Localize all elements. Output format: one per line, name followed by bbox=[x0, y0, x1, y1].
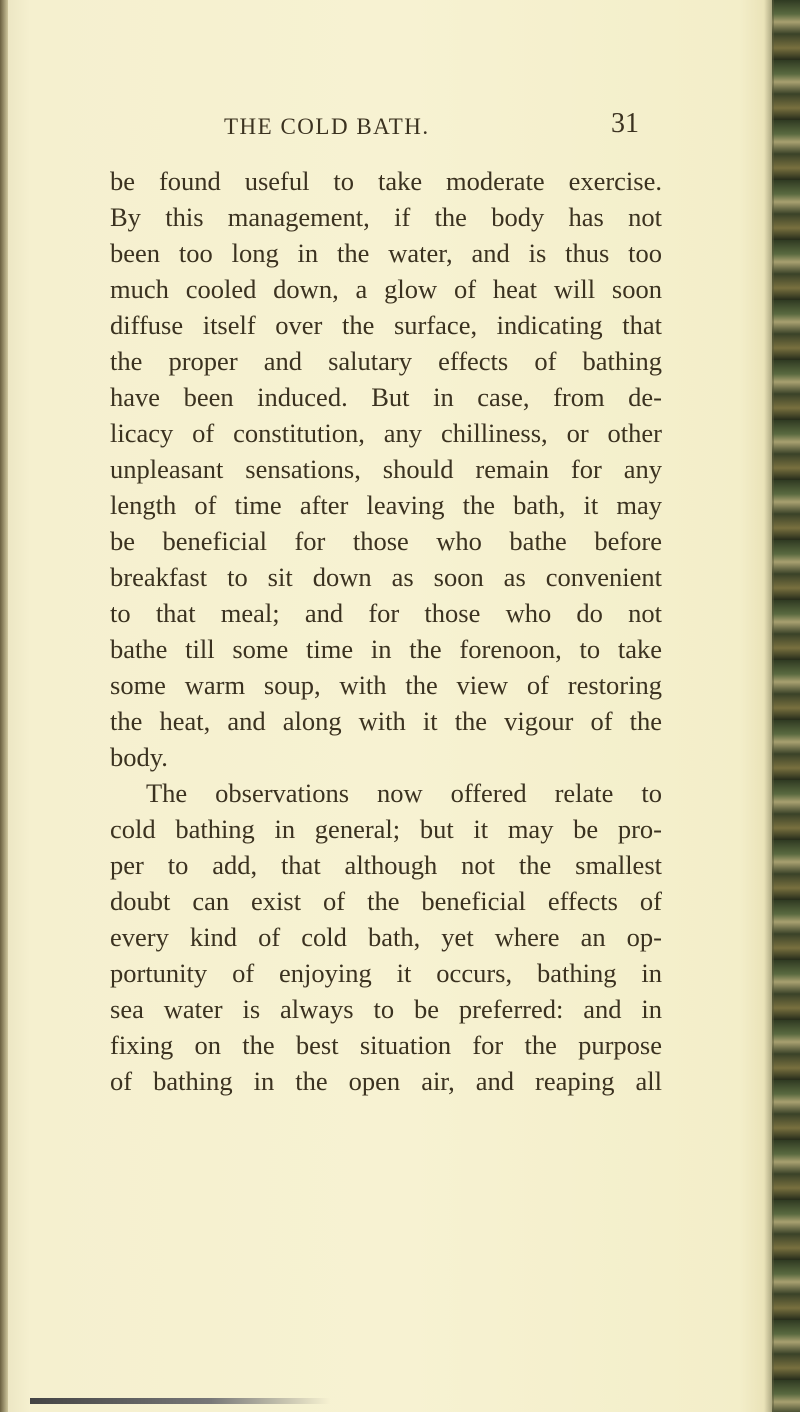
text-line: licacy of constitution, any chilliness, or other bbox=[110, 418, 662, 448]
page-left-edge bbox=[0, 0, 8, 1412]
text-line: portunity of enjoying it occurs, bathing in bbox=[110, 958, 662, 988]
book-binding-edge bbox=[772, 0, 800, 1412]
text-line: sea water is always to be preferred: and in bbox=[110, 994, 662, 1024]
text-line: per to add, that although not the smallest bbox=[110, 850, 662, 880]
text-line: of bathing in the open air, and reaping all bbox=[110, 1066, 662, 1096]
text-line: have been induced. But in case, from de- bbox=[110, 382, 662, 412]
text-line: be found useful to take moderate exercise. bbox=[110, 166, 662, 196]
text-line: be beneficial for those who bathe before bbox=[110, 526, 662, 556]
text-line: breakfast to sit down as soon as convenient bbox=[110, 562, 662, 592]
text-line: unpleasant sensations, should remain for any bbox=[110, 454, 662, 484]
text-line: bathe till some time in the forenoon, to take bbox=[110, 634, 662, 664]
text-line: the heat, and along with it the vigour of the bbox=[110, 706, 662, 736]
page-number: 31 bbox=[611, 108, 639, 139]
text-line: the proper and salutary effects of bathing bbox=[110, 346, 662, 376]
text-line: been too long in the water, and is thus too bbox=[110, 238, 662, 268]
text-line: length of time after leaving the bath, it may bbox=[110, 490, 662, 520]
text-line: to that meal; and for those who do not bbox=[110, 598, 662, 628]
text-line: much cooled down, a glow of heat will soon bbox=[110, 274, 662, 304]
paragraph-start-line: The observations now offered relate to bbox=[146, 778, 662, 808]
text-line: cold bathing in general; but it may be pro- bbox=[110, 814, 662, 844]
text-line: fixing on the best situation for the purpose bbox=[110, 1030, 662, 1060]
running-title: THE COLD BATH. bbox=[224, 114, 430, 139]
page-bottom-shadow bbox=[30, 1398, 330, 1404]
body-text bbox=[110, 163, 662, 1099]
text-line: some warm soup, with the view of restoring bbox=[110, 670, 662, 700]
text-line: every kind of cold bath, yet where an op- bbox=[110, 922, 662, 952]
text-line: By this management, if the body has not bbox=[110, 202, 662, 232]
text-line: doubt can exist of the beneficial effects of bbox=[110, 886, 662, 916]
text-line: body. bbox=[110, 742, 168, 772]
text-line: diffuse itself over the surface, indicating that bbox=[110, 310, 662, 340]
